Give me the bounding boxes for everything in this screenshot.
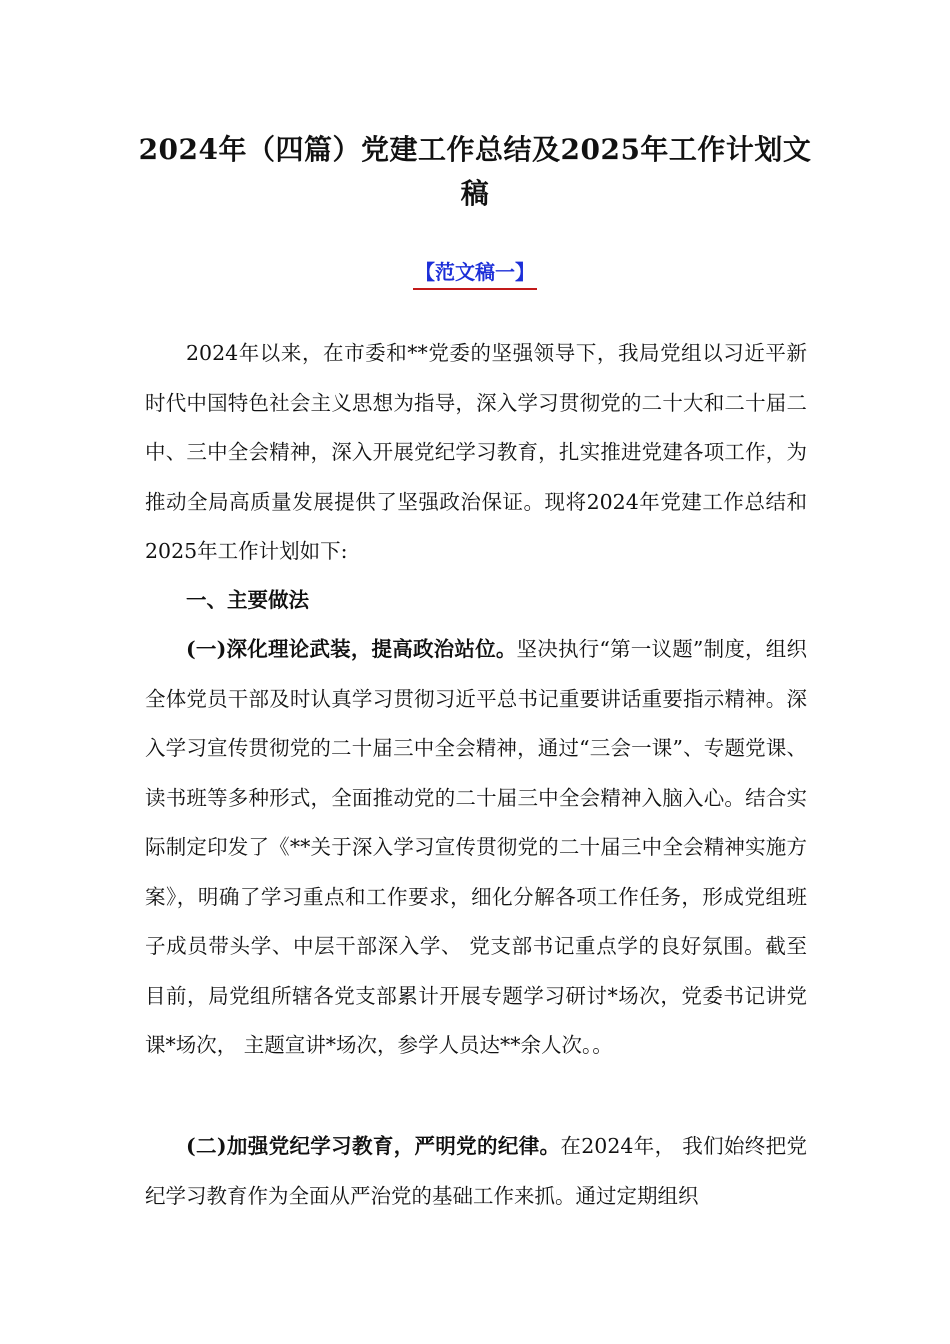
item-2-body: 在2024年， 我们始终把党纪学习教育作为全面从严治党的基础工作来抓。通过定期组织: [145, 1134, 807, 1208]
item-1-lead: (一)深化理论武装，提高政治站位。: [186, 637, 517, 661]
heading-main-practices: 一、主要做法: [186, 588, 309, 612]
item-2-lead: (二)加强党纪学习教育，严明党的纪律。: [186, 1134, 561, 1158]
section-tag: [0, 258, 950, 290]
item-1-body: 坚决执行“第一议题”制度，组织全体党员干部及时认真学习贯彻习近平总书记重要讲话重要指示精神。深入学习宣传贯彻党的二十届三中全会精神，通过“三会一课”、专题党课、读书班等多种形式，全面推动党的二十届三中全会精神入脑入心。结合实际制定印发了《**关于深入学习宣传贯彻党的二十届三中全会精神实施方案》，明确了学习重点和工作要求，细化分解各项工作任务，形成党组班子成员带头学、中层干部深入学、 党支部书记重点学的良好氛围。截至目前，局党组所辖各党支部累计开展专题学习研讨*场次，党委书记讲党课*场次， 主题宣讲*场次，参学人员达**余人次。。: [145, 637, 807, 1057]
document-title: 2024年（四篇）党建工作总结及2025年工作计划文稿: [138, 133, 812, 210]
intro-paragraph: 2024年以来，在市委和**党委的坚强领导下，我局党组以习近平新时代中国特色社会主义思想为指导，深入学习贯彻党的二十大和二十届二中、三中全会精神，深入开展党纪学习教育，扎实推进党建各项工作，为推动全局高质量发展提供了坚强政治保证。现将2024年党建工作总结和2025年工作计划如下:: [145, 341, 807, 563]
paragraph-item-1: [145, 625, 807, 1071]
section-tag-label: 【范文稿一】: [413, 258, 537, 290]
paragraph-item-2: [145, 1122, 807, 1221]
